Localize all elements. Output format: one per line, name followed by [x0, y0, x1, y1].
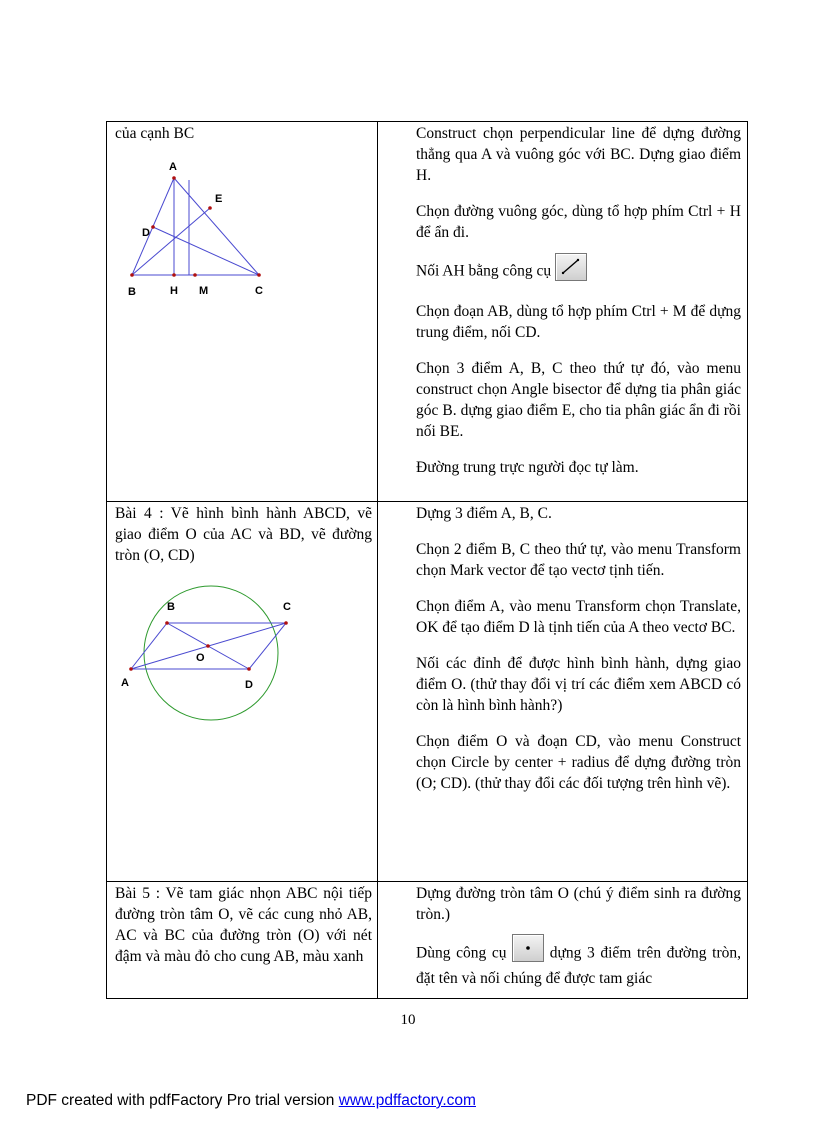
- row2-step-4: Nối các đỉnh để được hình bình hành, dựng giao điểm O. (thử thay đổi vị trí các điểm xem ABCD có còn là hình bình hành?): [416, 655, 741, 714]
- row1-step-1: Construct chọn perpendicular line để dựng đường thẳng qua A và vuông góc với BC. Dựng giao điểm H.: [416, 125, 741, 184]
- point-o: [206, 644, 210, 648]
- label-b: B: [128, 286, 136, 298]
- row2-left-text: Bài 4 : Vẽ hình bình hành ABCD, vẽ giao điểm O của AC và BD, vẽ đường tròn (O, CD): [115, 505, 372, 564]
- label-a: A: [169, 161, 177, 173]
- table-row: [107, 882, 748, 999]
- column-divider: [377, 121, 378, 998]
- exercise-table: [106, 121, 748, 999]
- point-c: [257, 273, 261, 277]
- segment-be: [132, 208, 210, 275]
- row1-step-4: Chọn đoạn AB, dùng tổ hợp phím Ctrl + M để dựng trung điểm, nối CD.: [416, 303, 741, 341]
- page-number: 10: [400, 1012, 416, 1028]
- segment-cd: [249, 623, 286, 669]
- point-tool-icon[interactable]: [512, 934, 544, 962]
- row1-step-2: Chọn đường vuông góc, dùng tổ hợp phím Ctrl + H để ẩn đi.: [416, 203, 741, 241]
- point-m: [193, 273, 197, 277]
- row1-cell: [107, 122, 748, 502]
- point-d: [151, 225, 155, 229]
- point-a: [129, 667, 133, 671]
- point-c: [284, 621, 288, 625]
- label-o: O: [196, 652, 205, 664]
- label-e: E: [215, 193, 223, 205]
- row2-step-1: Dựng 3 điểm A, B, C.: [416, 505, 552, 522]
- label-a: A: [121, 677, 129, 689]
- table-row: [107, 502, 748, 882]
- parallelogram-figure: [119, 588, 309, 728]
- row2-cell: [107, 502, 748, 882]
- table-row: [107, 122, 748, 502]
- segment-tool-icon[interactable]: [555, 253, 587, 281]
- footer-text: PDF created with pdfFactory Pro trial version: [26, 1092, 339, 1109]
- label-d: D: [245, 679, 253, 691]
- label-h: H: [170, 285, 178, 297]
- point-d: [247, 667, 251, 671]
- point-a: [172, 176, 176, 180]
- row1-step-3: [416, 258, 741, 286]
- row2-step-2: Chọn 2 điểm B, C theo thứ tự, vào menu Transform chọn Mark vector để tạo vectơ tịnh tiến.: [416, 541, 741, 579]
- point-h: [172, 273, 176, 277]
- point-b: [165, 621, 169, 625]
- row3-left-text: Bài 5 : Vẽ tam giác nhọn ABC nội tiếp đường tròn tâm O, vẽ các cung nhỏ AB, AC và BC của đường tròn (O) với nét đậm và màu đỏ cho cung AB, màu xanh: [115, 885, 372, 965]
- label-c: C: [283, 601, 291, 613]
- row2-step-3: Chọn điểm A, vào menu Transform chọn Translate, OK để tạo điểm D là tịnh tiến của A theo vectơ BC.: [416, 598, 741, 636]
- row3-step-1: Dựng đường tròn tâm O (chú ý điểm sinh ra đường tròn.): [416, 885, 741, 923]
- point-e: [208, 206, 212, 210]
- row1-left-text: của cạnh BC: [115, 125, 195, 142]
- segment-ab: [131, 623, 167, 669]
- row1-step-3-text: Nối AH bằng công cụ: [416, 262, 552, 280]
- triangle-figure: [122, 144, 282, 298]
- label-b: B: [167, 601, 175, 613]
- row3-step-2-after: dựng 3 điểm trên đường tròn, đặt tên và nối chúng để được tam giác: [416, 944, 742, 987]
- row3-cell: [107, 882, 748, 999]
- pdf-footer: [26, 1092, 476, 1110]
- row1-step-5: Chọn 3 điểm A, B, C theo thứ tự đó, vào menu construct chọn Angle bisector để dựng tia phân giác góc B. dựng giao điểm E, cho tia phân giác ẩn đi rồi nối BE.: [416, 360, 741, 440]
- point-b: [130, 273, 134, 277]
- segment-cd: [153, 227, 259, 275]
- label-c: C: [255, 285, 263, 297]
- row3-step-2: [416, 940, 741, 989]
- row2-step-5: Chọn điểm O và đoạn CD, vào menu Construct chọn Circle by center + radius để dựng đường tròn (O; CD). (thử thay đổi các đối tượng trên hình vẽ).: [416, 733, 741, 792]
- label-d: D: [142, 227, 150, 239]
- row1-step-6: Đường trung trực người đọc tự làm.: [416, 459, 639, 476]
- circle-o-cd: [144, 586, 278, 720]
- row3-step-2-before: Dùng công cụ: [416, 944, 507, 962]
- footer-link[interactable]: www.pdffactory.com: [338, 1092, 476, 1109]
- label-m: M: [199, 285, 209, 297]
